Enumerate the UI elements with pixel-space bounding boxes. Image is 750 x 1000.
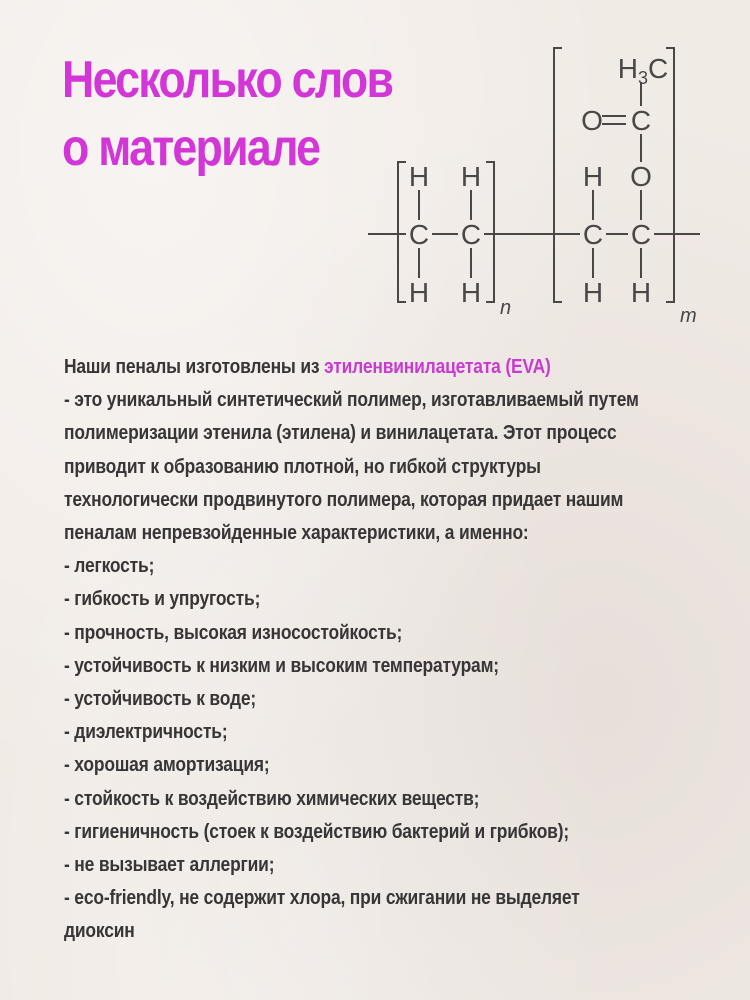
description-line: пеналам непревзойденные характеристики, а именно:	[64, 521, 529, 545]
subscript-n: n	[500, 297, 512, 319]
feature-item: - хорошая амортизация;	[64, 753, 270, 777]
subscript-m: m	[680, 305, 697, 327]
material-name-highlight: этиленвинилацетата (EVA)	[324, 355, 551, 378]
atom-h: H	[582, 277, 604, 308]
feature-item: - прочность, высокая износостойкость;	[64, 620, 403, 644]
atom-h: H	[408, 161, 430, 192]
material-description	[64, 350, 651, 948]
atom-h: H	[460, 277, 482, 308]
feature-item: - диэлектричность;	[64, 720, 228, 744]
intro-line	[64, 350, 651, 383]
atom-c: C	[460, 219, 482, 250]
title-line-2: о материале	[62, 119, 320, 177]
feature-item: - не вызывает аллергии;	[64, 853, 275, 877]
feature-item: - гигиеничность (стоек к воздействию бактерий и грибков);	[64, 819, 570, 843]
atom-c: C	[582, 219, 604, 250]
feature-item: - гибкость и упругость;	[64, 587, 261, 611]
methyl-group: $H_3C$	[617, 53, 669, 88]
description-line: технологически продвинутого полимера, которая придает нашим	[64, 487, 624, 511]
atom-o: O	[630, 161, 652, 192]
feature-item: - устойчивость к низким и высоким температурам;	[64, 653, 499, 677]
description-line: - это уникальный синтетический полимер, изготавливаемый путем	[64, 388, 639, 412]
page-title	[62, 46, 392, 182]
atom-h: H	[630, 277, 652, 308]
description-line: полимеризации этенила (этилена) и винилацетата. Этот процесс	[64, 421, 617, 445]
description-line: приводит к образованию плотной, но гибкой структуры	[64, 454, 541, 478]
feature-item: диоксин	[64, 919, 135, 943]
feature-item: - стойкость к воздействию химических веществ;	[64, 786, 480, 810]
atom-c: C	[408, 219, 430, 250]
feature-item: - легкость;	[64, 554, 155, 578]
eva-structural-formula	[360, 40, 710, 330]
intro-prefix: Наши пеналы изготовлены из	[64, 355, 325, 378]
atom-c: C	[630, 219, 652, 250]
feature-item: - устойчивость к воде;	[64, 687, 257, 711]
atom-h: H	[460, 161, 482, 192]
atom-h: H	[582, 161, 604, 192]
feature-item: - eco-friendly, не содержит хлора, при сжигании не выделяет	[64, 886, 580, 910]
title-line-1: Несколько слов	[62, 51, 393, 109]
atom-c: C	[630, 105, 652, 136]
atom-h: H	[408, 277, 430, 308]
atom-o: O	[581, 105, 603, 136]
